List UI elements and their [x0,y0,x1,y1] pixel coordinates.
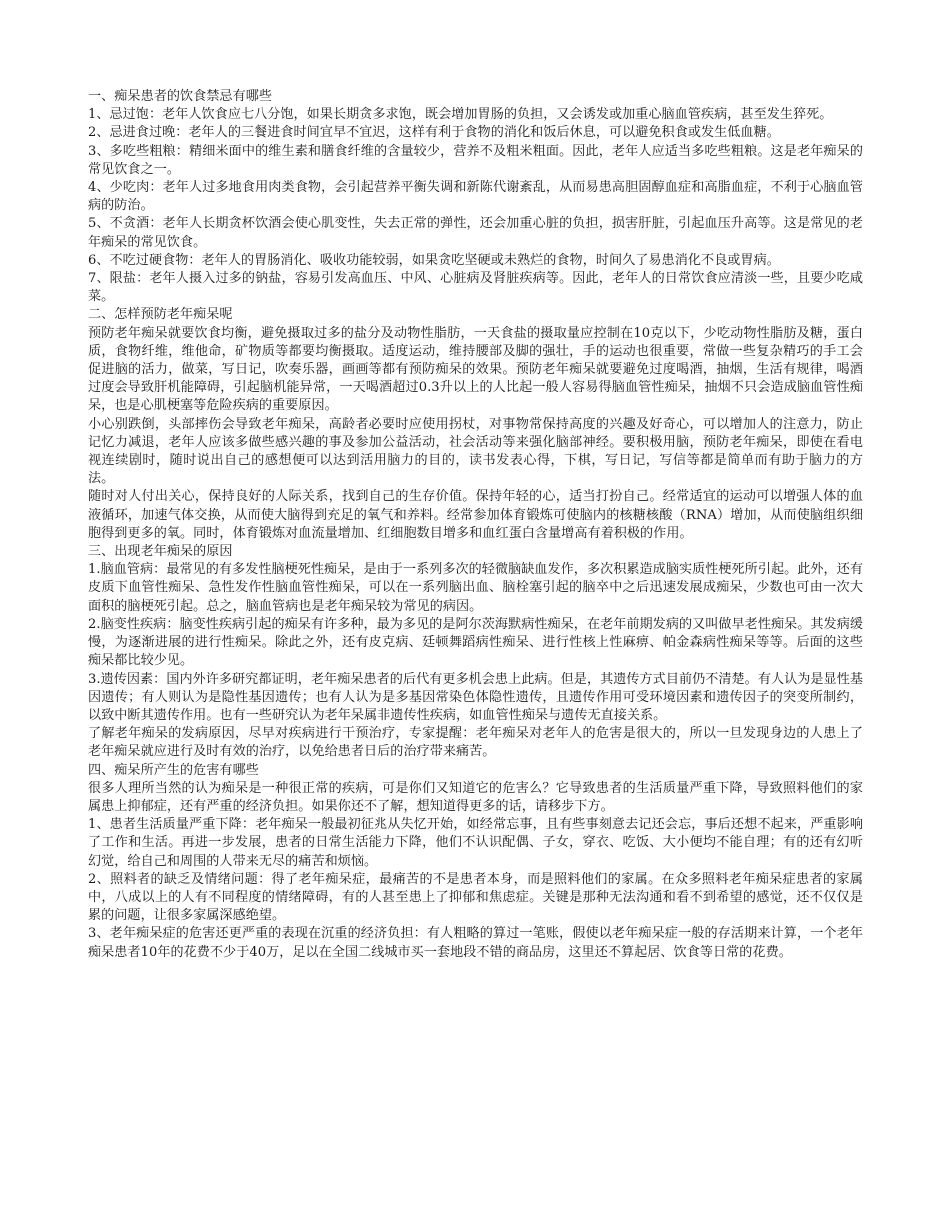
section-heading: 二、怎样预防老年痴呆呢 [88,307,233,323]
paragraph: 6、不吃过硬食物：老年人的胃肠消化、吸收功能较弱，如果贪吃坚硬或未熟烂的食物，时间久了易患消化不良或胃病。 [88,252,780,268]
paragraph: 很多人理所当然的认为痴呆是一种很正常的疾病，可是你们又知道它的危害么？它导致患者的生活质量严重下降，导致照料他们的家属患上抑郁症，还有严重的经济负担。如果你还不了解，想知道得更多的话，请移步下方。 [88,780,863,814]
paragraph: 2.脑变性疾病：脑变性疾病引起的痴呆有许多种，最为多见的是阿尔茨海默病性痴呆，在老年前期发病的又叫做早老性痴呆。其发病缓慢，为逐渐进展的进行性痴呆。除此之外，还有皮克病、廷顿舞蹈病性痴呆、进行性核上性麻痹、帕金森病性痴呆等等。后面的这些痴呆都比较少见。 [88,616,863,669]
paragraph: 5、不贪酒：老年人长期贪杯饮酒会使心肌变性，失去正常的弹性，还会加重心脏的负担，损害肝脏，引起血压升高等。这是常见的老年痴呆的常见饮食。 [88,216,863,250]
paragraph: 随时对人付出关心，保持良好的人际关系，找到自己的生存价值。保持年轻的心，适当打扮自己。经常适宜的运动可以增强人体的血液循环，加速气体交换，从而使大脑得到充足的氧气和养料。经常参加体育锻炼可使脑内的核糖核酸（RNA）增加，从而使脑组织细胞得到更多的氧。同时，体育锻炼对血流量增加、红细胞数目增多和血红蛋白含量增高有着积极的作用。 [88,489,863,541]
paragraph: 预防老年痴呆就要饮食均衡，避免摄取过多的盐分及动物性脂肪，一天食盐的摄取量应控制在10克以下，少吃动物性脂肪及糖，蛋白质，食物纤维，维他命，矿物质等都要均衡摄取。适度运动，维持腰部及脚的强壮，手的运动也很重要，常做一些复杂精巧的手工会促进脑的活力，做菜，写日记，吹奏乐器，画画等都有预防痴呆的效果。预防老年痴呆就要避免过度喝酒，抽烟，生活有规律，喝酒过度会导致肝机能障碍，引起脑机能异常，一天喝酒超过0.3升以上的人比起一般人容易得脑血管性痴呆，抽烟不只会造成脑血管性痴呆，也是心肌梗塞等危险疾病的重要原因。 [88,325,863,414]
paragraph: 3.遗传因素：国内外许多研究都证明，老年痴呆患者的后代有更多机会患上此病。但是，其遗传方式目前仍不清楚。有人认为是显性基因遗传；有人则认为是隐性基因遗传；也有人认为是多基因常染色体隐性遗传，且遗传作用可受环境因素和遗传因子的突变所制约，以致中断其遗传作用。也有一些研究认为老年呆属非遗传性疾病，如血管性痴呆与遗传无直接关系。 [88,671,863,723]
paragraph: 小心别跌倒，头部摔伤会导致老年痴呆，高龄者必要时应使用拐杖，对事物常保持高度的兴趣及好奇心，可以增加人的注意力，防止记忆力减退，老年人应该多做些感兴趣的事及参加公益活动，社会活动等来强化脑部神经。要积极用脑，预防老年痴呆，即使在看电视连续剧时，随时说出自己的感想便可以达到活用脑力的目的，读书发表心得，下棋，写日记，写信等都是简单而有助于脑力的方法。 [88,416,863,487]
paragraph: 3、老年痴呆症的危害还更严重的表现在沉重的经济负担：有人粗略的算过一笔账，假使以老年痴呆症一般的存活期来计算，一个老年痴呆患者10年的花费不少于40万，足以在全国二线城市买一套地段不错的商品房，这里还不算起居、饮食等日常的花费。 [88,926,863,960]
paragraph: 1、忌过饱：老年人饮食应七八分饱，如果长期贪多求饱，既会增加胃肠的负担，又会诱发或加重心脑血管疾病，甚至发生猝死。 [88,107,833,123]
paragraph: 3、多吃些粗粮：精细米面中的维生素和膳食纤维的含量较少，营养不及粗米粗面。因此，老年人应适当多吃些粗粮。这是老年痴呆的常见饮食之一。 [88,143,863,177]
paragraph: 2、照料者的缺乏及情绪问题：得了老年痴呆症，最痛苦的不是患者本身，而是照料他们的家属。在众多照料老年痴呆症患者的家属中，八成以上的人有不同程度的情绪障碍，有的人甚至患上了抑郁和焦虑症。关键是那种无法沟通和看不到希望的感觉，还不仅仅是累的问题，让很多家属深感绝望。 [88,871,863,924]
section-heading: 三、出现老年痴呆的原因 [88,544,233,560]
paragraph: 1.脑血管病：最常见的有多发性脑梗死性痴呆，是由于一系列多次的轻微脑缺血发作，多次积累造成脑实质性梗死所引起。此外，还有皮质下血管性痴呆、急性发作性脑血管性痴呆，可以在一系列脑出血、脑栓塞引起的脑卒中之后迅速发展成痴呆，少数也可由一次大面积的脑梗死引起。总之，脑血管病也是老年痴呆较为常见的病因。 [88,562,863,614]
section-heading: 四、痴呆所产生的危害有哪些 [88,762,259,778]
section-heading: 一、痴呆患者的饮食禁忌有哪些 [88,89,273,104]
article [88,88,863,962]
paragraph: 1、患者生活质量严重下降：老年痴呆一般最初征兆从失忆开始，如经常忘事，且有些事刻意去记还会忘，事后还想不起来，严重影响了工作和生活。再进一步发展，患者的日常生活能力下降，他们不认识配偶、子女，穿衣、吃饭、大小便均不能自理；有的还有幻听幻觉，给自己和周围的人带来无尽的痛苦和烦恼。 [88,817,863,869]
paragraph: 2、忌进食过晚：老年人的三餐进食时间宜早不宜迟，这样有利于食物的消化和饭后休息，可以避免积食或发生低血糖。 [88,125,780,141]
paragraph: 7、限盐：老年人摄入过多的钠盐，容易引发高血压、中风、心脏病及肾脏疾病等。因此，老年人的日常饮食应清淡一些，且要少吃咸菜。 [88,271,863,305]
paragraph: 4、少吃肉：老年人过多地食用肉类食物，会引起营养平衡失调和新陈代谢紊乱，从而易患高胆固醇血症和高脂血症，不利于心脑血管病的防治。 [88,180,863,214]
paragraph: 了解老年痴呆的发病原因，尽早对疾病进行干预治疗，专家提醒：老年痴呆对老年人的危害是很大的，所以一旦发现身边的人患上了老年痴呆就应进行及时有效的治疗，以免给患者日后的治疗带来痛苦。 [88,726,863,760]
